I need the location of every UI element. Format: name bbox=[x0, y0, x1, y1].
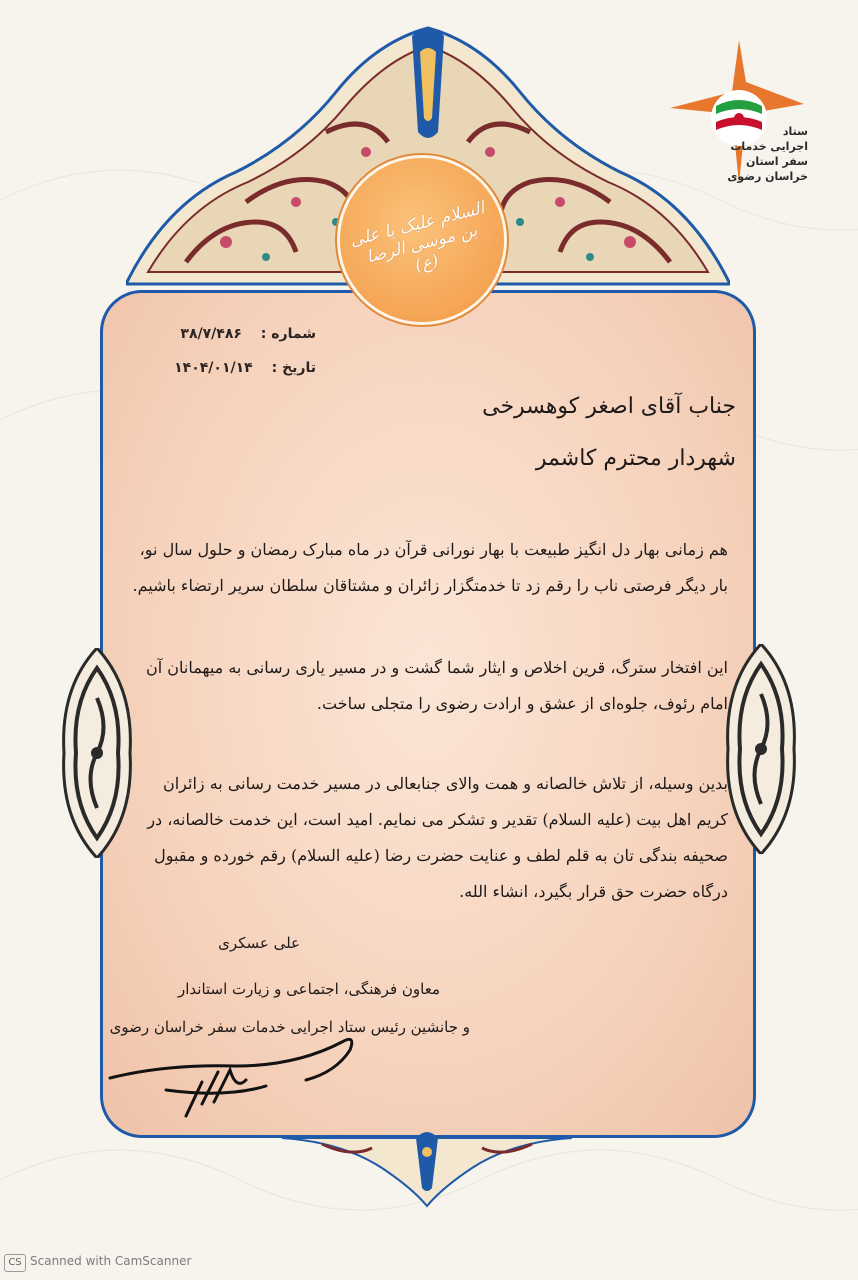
signatory-title-1: معاون فرهنگی، اجتماعی و زیارت استاندار bbox=[177, 980, 440, 998]
signature-icon bbox=[106, 1020, 366, 1130]
medallion-calligraphy: السلام علیک یا علی بن موسی الرضا (ع) bbox=[347, 198, 487, 276]
signatory-name: علی عسکری bbox=[218, 934, 300, 952]
paragraph-3: بدین وسیله، از تلاش خالصانه و همت والای جنابعالی در مسیر خدمت رسانی به زائران کریم اهل بیت (علیه السلام) تقدیر و تشکر می نمایم. امید است، این خدمت خالصانه، در صحیفه بندگی تان به قلم لطف و عنایت حضرت رضا (علیه السلام) رقم خورده و مقبول درگاه حضرت حق قرار بگیرد، انشاء الله. bbox=[147, 774, 728, 901]
camscanner-icon: CS bbox=[4, 1254, 26, 1272]
paragraph-1: هم زمانی بهار دل انگیز طبیعت با بهار نورانی قرآن در ماه مبارک رمضان و حلول سال نو، بار دیگر فرصتی ناب را رقم زد تا خدمتگزار زائران و مشتاقان سلطان سریر ارتضاء باشیم. bbox=[132, 540, 728, 595]
left-side-ornament-icon bbox=[60, 648, 134, 858]
date-label: تاریخ : bbox=[271, 360, 316, 376]
number-label: شماره : bbox=[260, 326, 316, 342]
bottom-ornament-icon bbox=[282, 1118, 572, 1208]
paragraph-2: این افتخار سترگ، قرین اخلاص و ایثار شما گشت و در مسیر یاری رسانی به میهمانان آن امام رئوف، جلوه‌ای از عشق و ارادت رضوی را متجلی ساخت. bbox=[145, 658, 728, 713]
number-value: ۳۸/۷/۴۸۶ bbox=[180, 326, 242, 342]
logo-line-2: اجرایی خدمات bbox=[730, 140, 808, 153]
logo-line-3: سفر استان bbox=[745, 155, 808, 168]
recipient-title: شهردار محترم کاشمر bbox=[535, 446, 736, 471]
scanner-watermark bbox=[4, 1254, 191, 1272]
recipient-name: جناب آقای اصغر کوهسرخی bbox=[482, 394, 736, 419]
letter-number bbox=[120, 326, 316, 342]
signatory-title-2: و جانشین رئیس ستاد اجرایی خدمات سفر خراسان رضوی bbox=[109, 1018, 470, 1036]
letter-date bbox=[120, 360, 316, 376]
right-side-ornament-icon bbox=[724, 644, 798, 854]
logo-line-1: ستاد bbox=[782, 125, 808, 138]
scanner-text: Scanned with CamScanner bbox=[30, 1254, 192, 1268]
date-value: ۱۴۰۴/۰۱/۱۴ bbox=[174, 360, 253, 376]
logo-line-4: خراسان رضوی bbox=[727, 170, 808, 183]
